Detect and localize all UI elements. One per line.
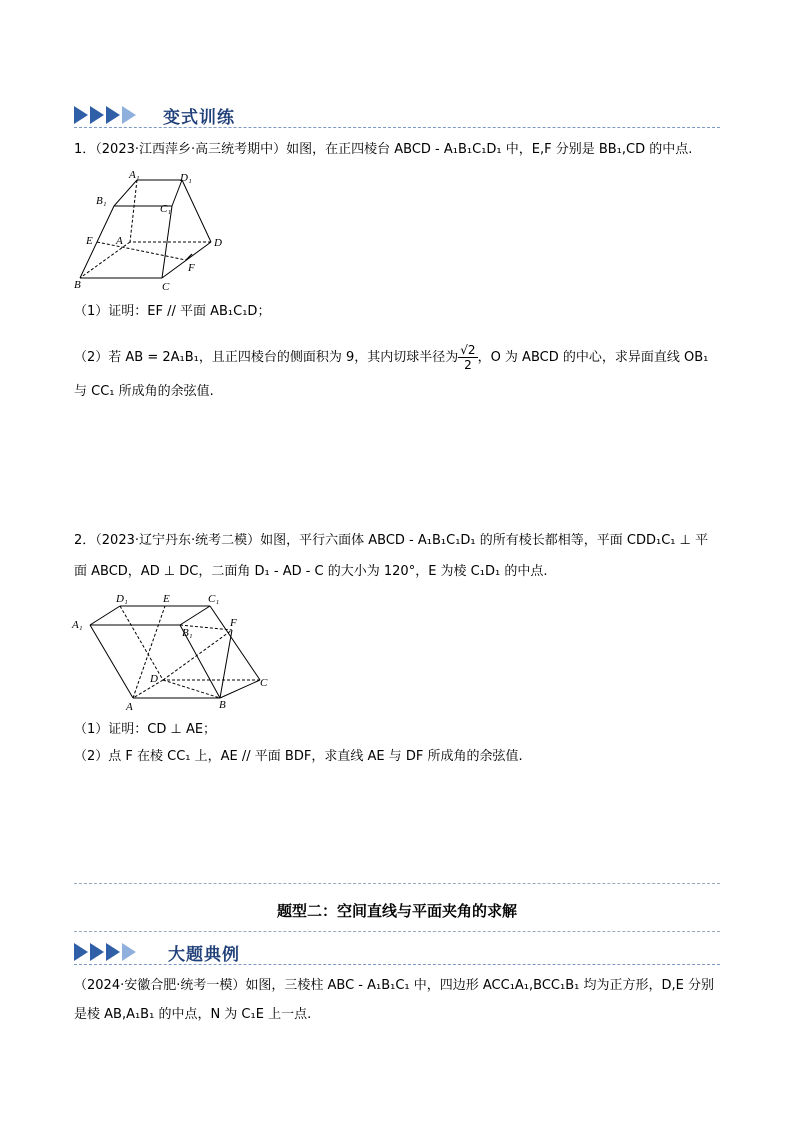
edge bbox=[90, 606, 120, 625]
chevron-icon bbox=[122, 943, 136, 961]
chevron-icon bbox=[74, 106, 88, 124]
fraction-denominator: 2 bbox=[464, 358, 472, 372]
q2-figure-parallelepiped bbox=[70, 590, 280, 715]
q2-part1: （1）证明：CD ⊥ AE； bbox=[74, 722, 217, 737]
label-b1: B₁ bbox=[182, 627, 193, 639]
section-divider-top bbox=[74, 883, 720, 884]
edge bbox=[220, 680, 260, 698]
segment-bf bbox=[220, 630, 232, 698]
q3-stem-line2: 是棱 AB,A₁B₁ 的中点，N 为 C₁E 上一点. bbox=[74, 1007, 312, 1022]
banner-divider bbox=[74, 964, 720, 965]
label-c: C bbox=[260, 677, 268, 689]
q1-part1: （1）证明：EF // 平面 AB₁C₁D； bbox=[74, 304, 271, 319]
label-c: C bbox=[162, 281, 170, 293]
segment-df bbox=[163, 630, 232, 680]
q1-figure-frustum bbox=[74, 165, 234, 295]
label-e: E bbox=[163, 593, 170, 605]
q1-part2-line2: 与 CC₁ 所成角的余弦值. bbox=[74, 384, 214, 399]
edge bbox=[180, 606, 210, 625]
segment-ae bbox=[133, 606, 165, 698]
label-d: D bbox=[150, 673, 158, 685]
label-b: B bbox=[74, 279, 81, 291]
section-divider-bottom bbox=[74, 931, 720, 932]
chevron-icon bbox=[74, 943, 88, 961]
q1-stem: 1．（2023·江西萍乡·高三统考期中）如图，在正四棱台 ABCD - A₁B₁C₁D₁ 中，E,F 分别是 BB₁,CD 的中点. bbox=[74, 142, 693, 157]
label-d: D bbox=[214, 237, 222, 249]
label-c1: C₁ bbox=[208, 593, 220, 605]
label-f: F bbox=[188, 262, 195, 274]
q1-part2-text-a: （2）若 AB = 2A₁B₁，且正四棱台的侧面积为 9，其内切球半径为 bbox=[74, 349, 459, 365]
section-banner-variant bbox=[74, 106, 138, 124]
chevron-icon bbox=[106, 943, 120, 961]
banner-divider bbox=[74, 127, 720, 128]
segment-ef bbox=[97, 242, 186, 260]
chevron-icon bbox=[106, 106, 120, 124]
chevron-icon bbox=[90, 106, 104, 124]
label-b1: B₁ bbox=[96, 195, 107, 207]
q2-stem-line2: 面 ABCD，AD ⊥ DC，二面角 D₁ - AD - C 的大小为 120°，E 为棱 C₁D₁ 的中点. bbox=[74, 564, 548, 579]
hidden-edge bbox=[133, 680, 163, 698]
banner-title-example: 大题典例 bbox=[168, 945, 240, 965]
label-a: A bbox=[126, 701, 133, 713]
section-banner-example bbox=[74, 943, 138, 961]
section-title: 题型二：空间直线与平面夹角的求解 bbox=[276, 902, 517, 920]
fraction-radius bbox=[458, 343, 477, 372]
label-f: F bbox=[230, 617, 237, 629]
label-b: B bbox=[219, 699, 226, 711]
label-a: A bbox=[116, 235, 123, 247]
label-d1: D₁ bbox=[180, 172, 192, 184]
chevron-icon bbox=[90, 943, 104, 961]
fraction-numerator: √2 bbox=[460, 343, 476, 357]
edge bbox=[90, 625, 133, 698]
label-a1: A₁ bbox=[129, 169, 140, 181]
hidden-edge bbox=[120, 606, 163, 680]
edge bbox=[182, 180, 211, 242]
banner-title-variant: 变式训练 bbox=[163, 108, 235, 128]
label-e: E bbox=[86, 235, 93, 247]
q2-stem-line1: 2．（2023·辽宁丹东·统考二模）如图，平行六面体 ABCD - A₁B₁C₁D₁ 的所有棱长都相等，平面 CDD₁C₁ ⊥ 平 bbox=[74, 533, 709, 548]
label-c1: C₁ bbox=[160, 203, 172, 215]
q1-part2-line bbox=[74, 343, 708, 372]
hidden-edge bbox=[130, 180, 137, 242]
q2-part2: （2）点 F 在棱 CC₁ 上，AE // 平面 BDF，求直线 AE 与 DF 所成角的余弦值. bbox=[74, 749, 523, 764]
q1-part2-text-b: ，O 为 ABCD 的中心，求异面直线 OB₁ bbox=[477, 349, 709, 365]
label-d1: D₁ bbox=[116, 593, 128, 605]
chevron-icon bbox=[122, 106, 136, 124]
q3-stem-line1: （2024·安徽合肥·统考一模）如图，三棱柱 ABC - A₁B₁C₁ 中，四边形 ACC₁A₁,BCC₁B₁ 均为正方形，D,E 分别 bbox=[74, 978, 714, 993]
label-a1: A₁ bbox=[72, 619, 83, 631]
edge bbox=[114, 180, 137, 206]
